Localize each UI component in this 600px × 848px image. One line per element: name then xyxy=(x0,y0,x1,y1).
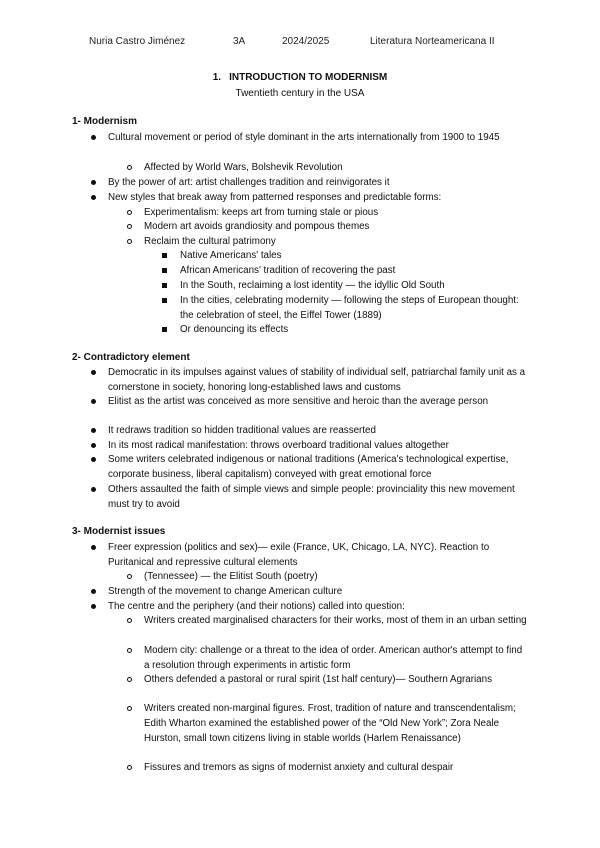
bullet-square-icon xyxy=(162,322,167,337)
list-item: Fissures and tremors as signs of modernist anxiety and cultural despair xyxy=(144,762,454,773)
bullet-circle-icon xyxy=(127,672,132,687)
list-item: New styles that break away from patterned responses and predictable forms: xyxy=(108,192,442,203)
bullet-square-icon xyxy=(162,293,167,308)
bullet-dot-icon xyxy=(91,190,96,205)
list-item: Writers created marginalised characters for their works, most of them in an urban setting xyxy=(144,615,527,626)
list-item: Others defended a pastoral or rural spirit (1st half century)— Southern Agrarians xyxy=(144,674,492,685)
list-item: Others assaulted the faith of simple views and simple people: provinciality this new movement must try to avoid xyxy=(108,484,515,510)
header-year: 2024/2025 xyxy=(282,36,330,47)
bullet-circle-icon xyxy=(127,569,132,584)
bullet-dot-icon xyxy=(91,599,96,614)
title-text: INTRODUCTION TO MODERNISM xyxy=(229,72,388,83)
bullet-circle-icon xyxy=(127,613,132,628)
list-item: Experimentalism: keeps art from turning stale or pious xyxy=(144,207,379,218)
list-item: Freer expression (politics and sex)— exile (France, UK, Chicago, LA, NYC). Reaction to Puritanical and repressive cultural elements xyxy=(108,542,490,568)
list-item: Writers created non-marginal figures. Frost, tradition of nature and transcendentalism; Edith Wharton examined the established power of the “Old New York”; Zora Neale Hurston, small town citizens living in stable worlds (Harlem Renaissance) xyxy=(144,703,516,744)
section-heading-modernism: 1- Modernism xyxy=(72,116,138,127)
list-item: In its most radical manifestation: throws overboard traditional values altogether xyxy=(108,440,449,451)
list-item: African Americans' tradition of recovering the past xyxy=(180,265,396,276)
list-item: Affected by World Wars, Bolshevik Revolution xyxy=(144,162,343,173)
list-item: In the cities, celebrating modernity — following the steps of European thought: the celebration of steel, the Eiffel Tower (1889) xyxy=(180,295,519,321)
bullet-dot-icon xyxy=(91,394,96,409)
bullet-dot-icon xyxy=(91,423,96,438)
bullet-square-icon xyxy=(162,278,167,293)
bullet-dot-icon xyxy=(91,452,96,467)
list-item: Cultural movement or period of style dominant in the arts internationally from 1900 to 1945 xyxy=(108,132,500,143)
list-item: Modern city: challenge or a threat to the idea of order. American author's attempt to find a resolution through experiments in artistic form xyxy=(144,645,523,671)
bullet-dot-icon xyxy=(91,438,96,453)
header-author: Nuria Castro Jiménez xyxy=(89,36,186,47)
bullet-dot-icon xyxy=(91,482,96,497)
bullet-dot-icon xyxy=(91,175,96,190)
bullet-dot-icon xyxy=(91,540,96,555)
page-subtitle: Twentieth century in the USA xyxy=(235,88,365,99)
list-item: Reclaim the cultural patrimony xyxy=(144,236,276,247)
bullet-circle-icon xyxy=(127,219,132,234)
bullet-square-icon xyxy=(162,248,167,263)
bullet-circle-icon xyxy=(127,701,132,716)
list-item: By the power of art: artist challenges tradition and reinvigorates it xyxy=(108,177,390,188)
page-title xyxy=(0,72,600,83)
bullet-dot-icon xyxy=(91,584,96,599)
section-heading-contradictory: 2- Contradictory element xyxy=(72,352,190,363)
header-group: 3A xyxy=(233,36,246,47)
list-item: Some writers celebrated indigenous or national traditions (America's technological expertise, corporate business, liberal capitalism) conveyed with great emotional force xyxy=(108,454,509,480)
list-item: Modern art avoids grandiosity and pompous themes xyxy=(144,221,370,232)
list-item: Elitist as the artist was conceived as more sensitive and heroic than the average person xyxy=(108,396,489,407)
list-item: In the South, reclaiming a lost identity — the idyllic Old South xyxy=(180,280,445,291)
list-item: Strength of the movement to change American culture xyxy=(108,586,343,597)
list-item: Democratic in its impulses against values of stability of individual self, patriarchal family unit as a cornerstone in society, honoring long-established laws and customs xyxy=(108,367,526,393)
bullet-circle-icon xyxy=(127,160,132,175)
title-number: 1. xyxy=(212,72,222,83)
bullet-circle-icon xyxy=(127,205,132,220)
section-heading-modernist-issues: 3- Modernist issues xyxy=(72,526,166,537)
bullet-circle-icon xyxy=(127,760,132,775)
bullet-dot-icon xyxy=(91,365,96,380)
list-item: Native Americans' tales xyxy=(180,250,282,261)
header-course: Literatura Norteamericana II xyxy=(370,36,495,47)
bullet-circle-icon xyxy=(127,234,132,249)
list-item: The centre and the periphery (and their notions) called into question: xyxy=(108,601,405,612)
list-item: It redraws tradition so hidden traditional values are reasserted xyxy=(108,425,376,436)
list-item: Or denouncing its effects xyxy=(180,324,289,335)
bullet-square-icon xyxy=(162,263,167,278)
bullet-circle-icon xyxy=(127,643,132,658)
bullet-dot-icon xyxy=(91,130,96,145)
list-item: (Tennessee) — the Elitist South (poetry) xyxy=(144,571,318,582)
